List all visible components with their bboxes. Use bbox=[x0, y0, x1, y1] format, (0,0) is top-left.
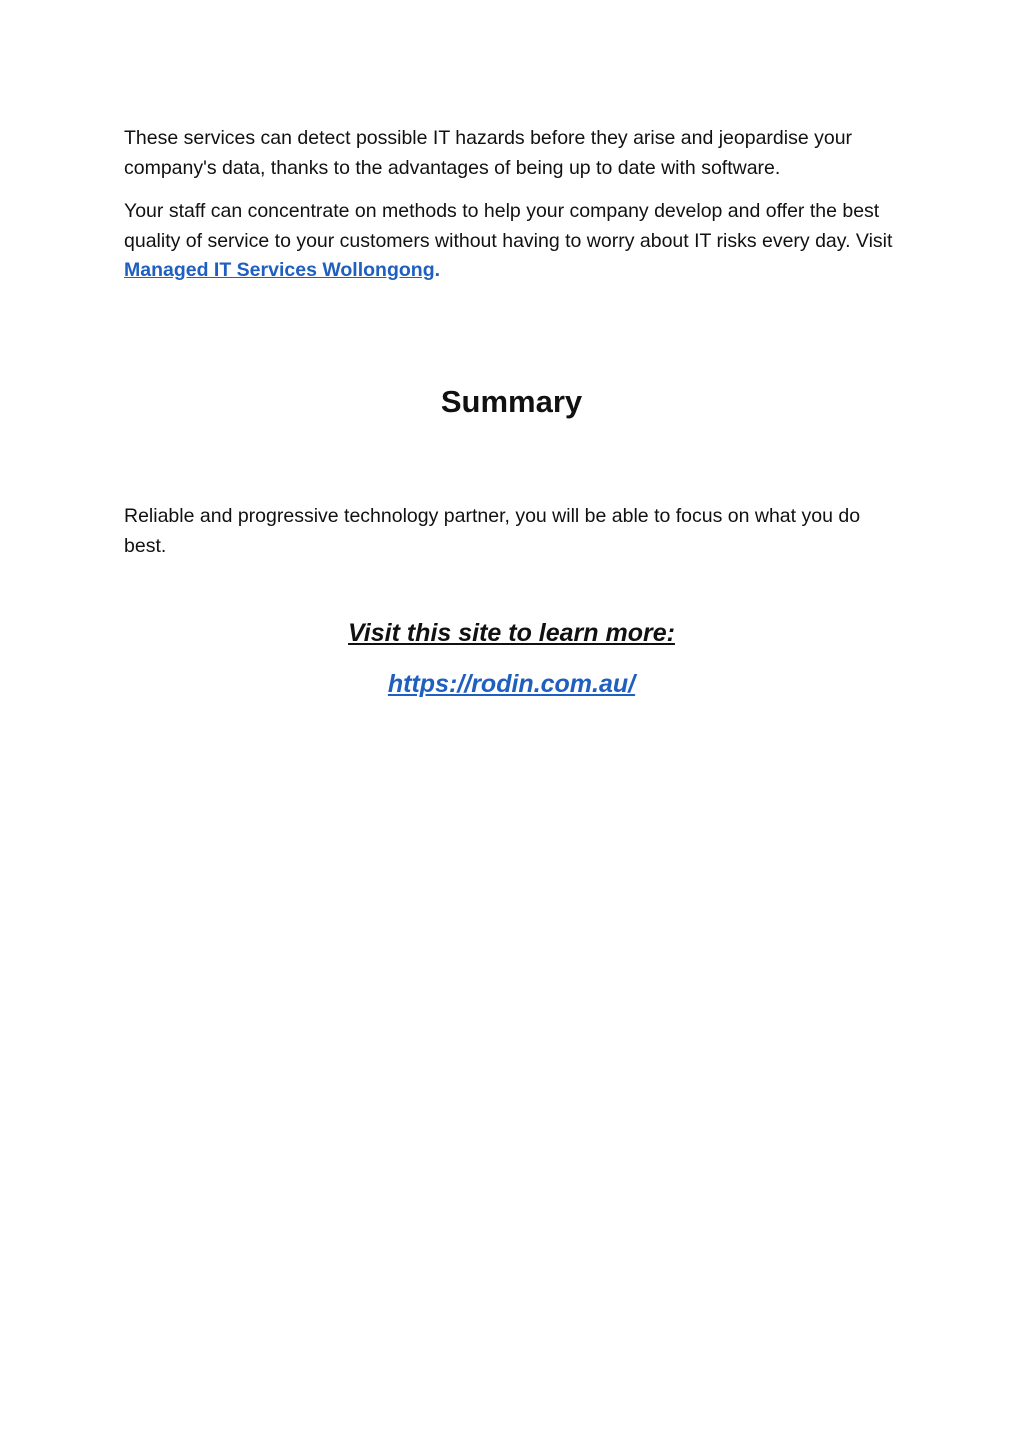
paragraph-staff-period: . bbox=[434, 259, 441, 281]
visit-site-cta: Visit this site to learn more: bbox=[348, 619, 675, 647]
summary-paragraph: Reliable and progressive technology partner, you will be able to focus on what you do best. bbox=[124, 505, 861, 557]
rodin-site-link[interactable]: https://rodin.com.au/ bbox=[387, 670, 636, 698]
summary-heading: Summary bbox=[440, 384, 583, 419]
paragraph-staff-text: Your staff can concentrate on methods to help your company develop and offer the best quality of service to your customers without having to worry about IT risks every day. Visit bbox=[124, 200, 893, 252]
site-link-line bbox=[0, 670, 1023, 699]
body-content bbox=[124, 124, 904, 300]
managed-it-services-link[interactable]: Managed IT Services Wollongong bbox=[124, 259, 435, 281]
paragraph-hazards: These services can detect possible IT hazards before they arise and jeopardise your company's data, thanks to the advantages of being up to date with software. bbox=[124, 127, 853, 179]
paragraph-staff bbox=[124, 197, 904, 286]
